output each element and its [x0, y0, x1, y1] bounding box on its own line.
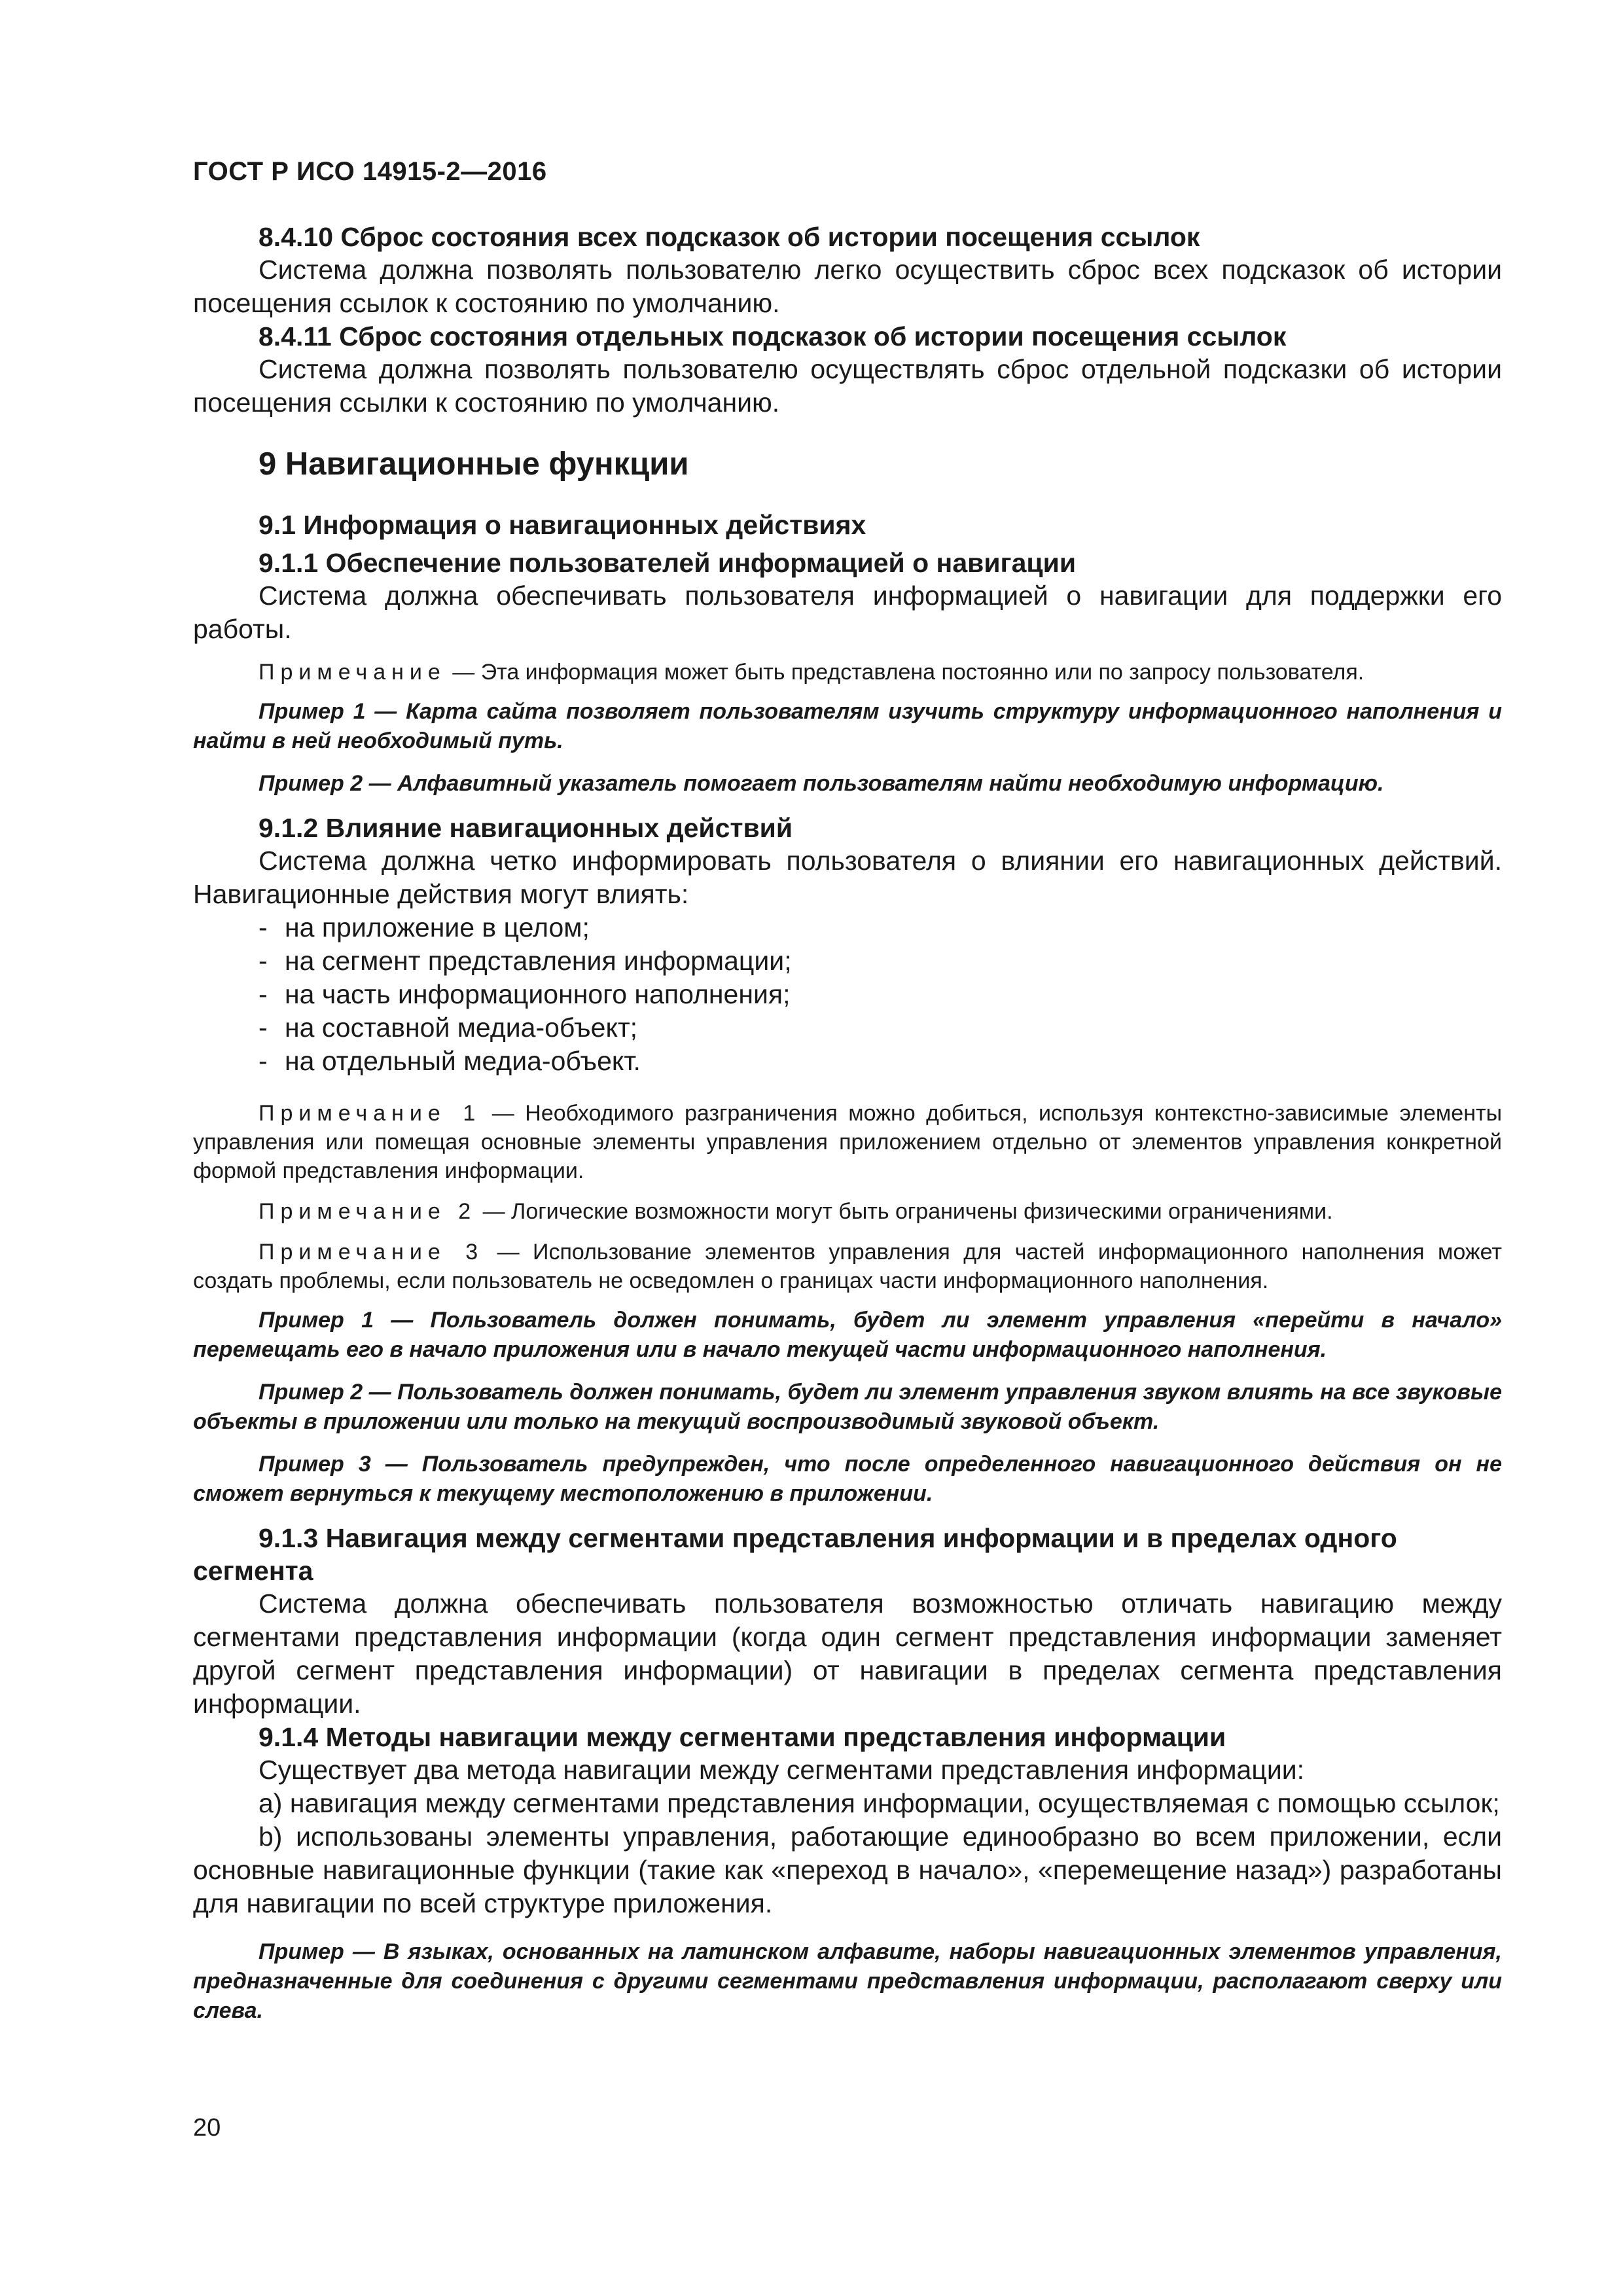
method-b: b) использованы элементы управления, работающие единообразно во всем приложении, если основные навигационные функции (такие как «переход в начало», «перемещение назад») разработаны для навигации по всей структуре приложения.: [193, 1821, 1502, 1918]
section-9-title: 9 Навигационные функции: [259, 446, 689, 482]
example-3: Пример 3 — Пользователь предупрежден, что после определенного навигационного действия он не сможет вернуться к текущему местоположению в приложении.: [193, 1452, 1502, 1506]
note-text: — Использование элементов управления для частей информационного наполнения может создать проблемы, если пользователь не осведомлен о границах части информационного наполнения.: [193, 1240, 1502, 1293]
section-9-1-1-title: 9.1.1 Обеспечение пользователей информацией о навигации: [259, 548, 1077, 578]
section-8-4-11-text: Система должна позволять пользователю осуществлять сброс отдельной подсказки об истории посещения ссылки к состоянию по умолчанию.: [193, 354, 1502, 418]
note-text: — Необходимого разграничения можно добиться, используя контекстно-зависимые элементы управления или помещая основные элементы управления приложением отдельно от элементов управления конкретной формой представления информации.: [193, 1101, 1503, 1183]
section-9-1-4-text: Существует два метода навигации между сегментами представления информации:: [259, 1755, 1305, 1785]
note-label: Примечание 1: [259, 1101, 482, 1126]
impact-list: [193, 911, 1502, 1078]
page-number: 20: [193, 2114, 221, 2142]
section-9-1-3-text: Система должна обеспечивать пользователя возможностью отличать навигацию между сегментами представления информации (когда один сегмент представления информации заменяет другой сегмент представления информации) от навигации в пределах сегмента представления информации.: [193, 1588, 1502, 1719]
list-item: - на приложение в целом;: [259, 911, 1502, 944]
note-label: Примечание 2: [259, 1199, 477, 1224]
example-1: Пример 1 — Карта сайта позволяет пользователям изучить структуру информационного наполнения и найти в ней необходимый путь.: [193, 699, 1502, 753]
list-item: - на часть информационного наполнения;: [259, 978, 1502, 1011]
document-page: [193, 157, 1502, 2039]
note-label: Примечание: [259, 660, 446, 685]
section-9-1-2-text: Система должна четко информировать пользователя о влиянии его навигационных действий. Навигационные действия могут влиять:: [193, 846, 1502, 909]
section-9-1-1-text: Система должна обеспечивать пользователя информацией о навигации для поддержки его работы.: [193, 581, 1502, 644]
section-8-4-10-text: Система должна позволять пользователю легко осуществить сброс всех подсказок об истории посещения ссылок к состоянию по умолчанию.: [193, 255, 1502, 318]
note: [193, 658, 1502, 687]
example: Пример — В языках, основанных на латинском алфавите, наборы навигационных элементов управления, предназначенные для соединения с другими сегментами представления информации, располагают сверху или слева.: [193, 1939, 1502, 2023]
standard-header: ГОСТ Р ИСО 14915-2—2016: [193, 157, 547, 186]
note-text: — Эта информация может быть представлена постоянно или по запросу пользователя.: [446, 660, 1364, 685]
section-8-4-11-title: 8.4.11 Сброс состояния отдельных подсказок об истории посещения ссылок: [259, 321, 1287, 351]
section-9-1-3-title: 9.1.3 Навигация между сегментами представления информации и в пределах одного сегмента: [193, 1523, 1397, 1586]
section-9-1-4-title: 9.1.4 Методы навигации между сегментами представления информации: [259, 1722, 1226, 1752]
example-2: Пример 2 — Пользователь должен понимать, будет ли элемент управления звуком влиять на все звуковые объекты в приложении или только на текущий воспроизводимый звуковой объект.: [193, 1380, 1502, 1434]
method-a: a) навигация между сегментами представления информации, осуществляемая с помощью ссылок;: [259, 1788, 1500, 1818]
note-2: [193, 1197, 1502, 1226]
section-8-4-10-title: 8.4.10 Сброс состояния всех подсказок об истории посещения ссылок: [259, 222, 1200, 252]
note-label: Примечание 3: [259, 1240, 484, 1265]
example-2: Пример 2 — Алфавитный указатель помогает пользователям найти необходимую информацию.: [259, 771, 1384, 796]
note-text: — Логические возможности могут быть ограничены физическими ограничениями.: [476, 1199, 1333, 1224]
example-1: Пример 1 — Пользователь должен понимать, будет ли элемент управления «перейти в начало» перемещать его в начало приложения или в начало текущей части информационного наполнения.: [193, 1308, 1502, 1362]
list-item: - на составной медиа-объект;: [259, 1011, 1502, 1045]
note-3: [193, 1238, 1502, 1295]
list-item: - на сегмент представления информации;: [259, 944, 1502, 978]
note-1: [193, 1099, 1502, 1185]
spacer: [193, 1078, 1502, 1087]
list-item: - на отдельный медиа-объект.: [259, 1045, 1502, 1078]
section-9-1-title: 9.1 Информация о навигационных действиях: [259, 510, 866, 540]
section-9-1-2-title: 9.1.2 Влияние навигационных действий: [259, 813, 793, 843]
